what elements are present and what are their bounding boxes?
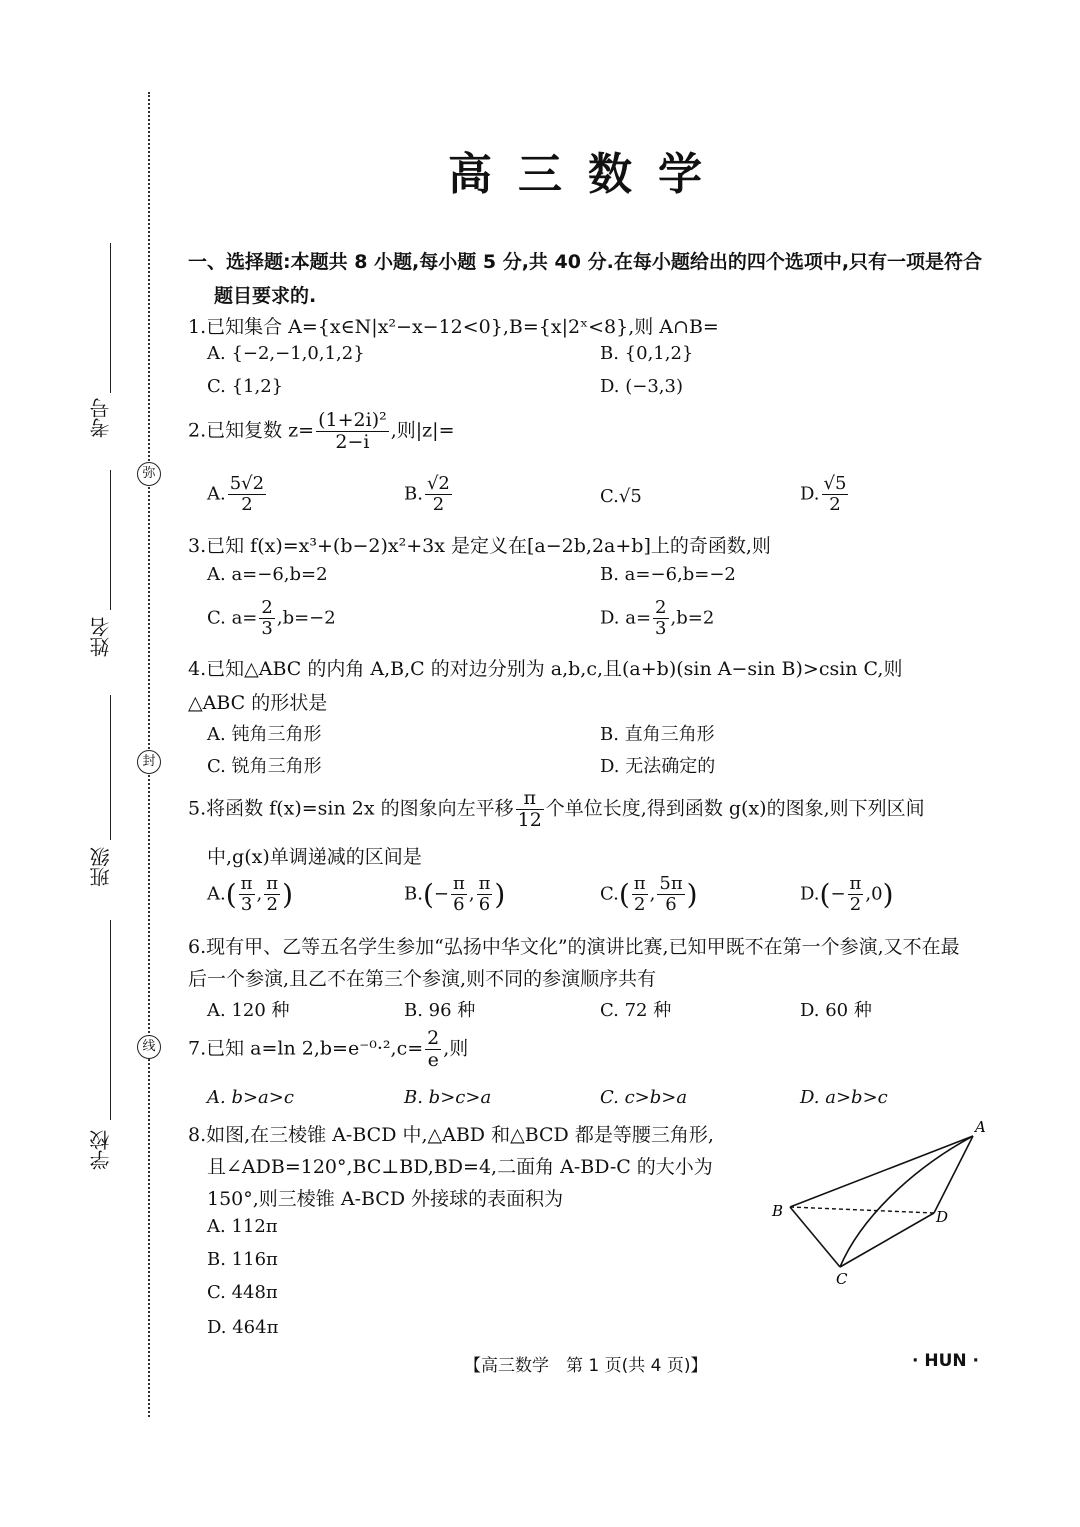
q8-option-c[interactable]: C. 448π xyxy=(207,1282,278,1303)
q3-c-post: ,b=−2 xyxy=(276,607,336,629)
q5-c-frac2 xyxy=(657,874,684,915)
q2-stem-post: ,则|z|= xyxy=(390,419,455,442)
q6-option-b[interactable]: B. 96 种 xyxy=(404,1000,476,1021)
exam-no-label: 考号 xyxy=(89,398,113,438)
q5-option-c[interactable]: C.( $\frac{\pi}{2}$ , $\frac{5\pi}{6}$ ) xyxy=(600,873,698,915)
q4-stem-line1: 4.已知△ABC 的内角 A,B,C 的对边分别为 a,b,c,且(a+b)(sin A−sin B)>csin C,则 xyxy=(188,658,903,680)
q5-c-frac2-den: 6 xyxy=(665,893,677,915)
q5-b-frac1-num: π xyxy=(452,873,465,894)
q3-d-frac xyxy=(653,598,668,639)
school-field[interactable] xyxy=(110,920,111,1120)
q5-a-frac1 xyxy=(239,874,255,915)
section-heading-line1: 一、选择题:本题共 8 小题,每小题 5 分,共 40 分.在每小题给出的四个选项中,只有一项是符合 xyxy=(188,251,983,273)
section-heading-line2: 题目要求的. xyxy=(214,285,317,307)
q3-option-c[interactable] xyxy=(207,598,336,639)
edge-ac xyxy=(840,1136,973,1267)
q5-c-frac1-num: π xyxy=(633,873,646,894)
q7-option-b[interactable]: B. b>c>a xyxy=(404,1087,492,1108)
q2-b-label: B. xyxy=(404,483,423,505)
q3-c-num: 2 xyxy=(261,597,273,618)
vertex-label-c: C xyxy=(836,1270,848,1288)
q7-stem xyxy=(188,1028,468,1071)
class-field[interactable] xyxy=(110,695,111,840)
q6-option-a[interactable]: A. 120 种 xyxy=(207,1000,290,1021)
q4-option-d[interactable]: D. 无法确定的 xyxy=(600,756,716,777)
q5-a-label: A. xyxy=(207,883,226,905)
q5-stem-line2: 中,g(x)单调递减的区间是 xyxy=(207,846,422,868)
q5-b-label: B. xyxy=(404,883,423,905)
q8-stem-line1: 8.如图,在三棱锥 A-BCD 中,△ABD 和△BCD 都是等腰三角形, xyxy=(188,1124,714,1146)
q7-stem-pre: 7.已知 a=ln 2,b=e⁻⁰·²,c= xyxy=(188,1037,424,1060)
name-label: 姓名 xyxy=(89,617,113,657)
q2-b-num: √2 xyxy=(426,473,450,494)
q3-d-post: ,b=2 xyxy=(670,607,715,629)
q8-stem-line2: 且∠ADB=120°,BC⊥BD,BD=4,二面角 A-BD-C 的大小为 xyxy=(207,1156,713,1178)
q2-a-den: 2 xyxy=(241,493,253,515)
exam-no-field[interactable] xyxy=(110,243,111,393)
footer-page-info: 【高三数学 第 1 页(共 4 页)】 xyxy=(464,1356,708,1376)
q8-option-a[interactable]: A. 112π xyxy=(207,1216,278,1237)
vertex-label-b: B xyxy=(772,1202,784,1220)
q3-option-a[interactable]: A. a=−6,b=2 xyxy=(207,564,328,585)
q8-option-d[interactable]: D. 464π xyxy=(207,1317,279,1338)
q5-d-label: D. xyxy=(800,883,820,905)
q5-frac xyxy=(516,788,544,831)
tetrahedron-figure xyxy=(760,1110,1000,1295)
footer-code: · HUN · xyxy=(912,1351,980,1371)
q5-option-b[interactable]: B.(− $\frac{\pi}{6}$ , $\frac{\pi}{6}$ ) xyxy=(404,873,506,915)
q3-option-b[interactable]: B. a=−6,b=−2 xyxy=(600,564,736,585)
q5-d-frac1-num: π xyxy=(849,873,862,894)
q2-stem xyxy=(188,410,455,453)
q3-c-pre: C. a= xyxy=(207,607,258,629)
q5-b-frac2-den: 6 xyxy=(478,893,491,915)
q2-a-label: A. xyxy=(207,483,226,505)
q4-option-a[interactable]: A. 钝角三角形 xyxy=(207,724,322,745)
q5-stem-post: 个单位长度,得到函数 g(x)的图象,则下列区间 xyxy=(545,797,925,820)
q5-option-d[interactable]: D.(− $\frac{\pi}{2}$ ,0) xyxy=(800,873,894,915)
q5-stem-pre: 5.将函数 f(x)=sin 2x 的图象向左平移 xyxy=(188,797,514,820)
q3-c-frac xyxy=(259,598,274,639)
q4-option-c[interactable]: C. 锐角三角形 xyxy=(207,756,322,777)
edge-ab xyxy=(790,1136,973,1207)
page-title: 高三数学 xyxy=(448,149,728,200)
q5-c-label: C. xyxy=(600,883,619,905)
q6-option-d[interactable]: D. 60 种 xyxy=(800,1000,872,1021)
q3-c-den: 3 xyxy=(261,617,273,639)
q2-frac-num: (1+2i)² xyxy=(318,409,387,431)
q2-d-num: √5 xyxy=(823,473,847,494)
q4-option-b[interactable]: B. 直角三角形 xyxy=(600,724,715,745)
q2-option-a[interactable] xyxy=(207,474,268,515)
q2-d-frac xyxy=(822,474,849,515)
q5-c-frac1-den: 2 xyxy=(633,893,646,915)
q3-d-num: 2 xyxy=(655,597,667,618)
edge-bc xyxy=(790,1207,840,1267)
q7-option-a[interactable]: A. b>a>c xyxy=(207,1087,294,1108)
q5-d-frac1 xyxy=(848,874,864,915)
q7-stem-post: ,则 xyxy=(443,1037,469,1060)
q5-d-tail: ,0 xyxy=(865,883,883,905)
q2-d-den: 2 xyxy=(829,493,841,515)
q1-option-b[interactable]: B. {0,1,2} xyxy=(600,343,694,364)
q5-b-frac1-den: 6 xyxy=(453,893,465,915)
q5-b-frac1 xyxy=(451,874,467,915)
q6-option-c[interactable]: C. 72 种 xyxy=(600,1000,672,1021)
q2-frac-den: 2−i xyxy=(335,430,370,453)
q7-frac xyxy=(425,1028,441,1071)
vertex-label-d: D xyxy=(936,1208,949,1226)
q5-c-frac2-num: 5π xyxy=(659,873,683,894)
q5-a-frac1-den: 3 xyxy=(240,893,253,915)
q5-a-frac2-num: π xyxy=(266,873,279,894)
q5-a-frac2 xyxy=(264,874,280,915)
seal-char-feng: 封 xyxy=(137,750,161,774)
q5-stem-line1 xyxy=(188,788,925,831)
q2-fraction xyxy=(316,410,389,453)
q1-stem: 1.已知集合 A={x∈N|x²−x−12<0},B={x|2ˣ<8},则 A∩B= xyxy=(188,316,719,338)
q3-option-d[interactable] xyxy=(600,598,714,639)
q5-a-frac1-num: π xyxy=(240,873,253,894)
q1-option-d[interactable]: D. (−3,3) xyxy=(600,376,683,397)
q6-stem-line1: 6.现有甲、乙等五名学生参加“弘扬中华文化”的演讲比赛,已知甲既不在第一个参演,又不在最 xyxy=(188,936,960,958)
q7-frac-num: 2 xyxy=(427,1027,440,1049)
name-field[interactable] xyxy=(110,470,111,610)
class-label: 班级 xyxy=(89,847,113,887)
q1-option-a[interactable]: A. {−2,−1,0,1,2} xyxy=(207,343,365,364)
school-label: 学校 xyxy=(89,1130,113,1170)
q2-d-label: D. xyxy=(800,483,820,505)
q6-stem-line2: 后一个参演,且乙不在第三个参演,则不同的参演顺序共有 xyxy=(188,968,657,990)
q2-option-c[interactable]: C.√5 xyxy=(600,486,642,507)
q1-option-c[interactable]: C. {1,2} xyxy=(207,376,284,397)
q7-option-d[interactable]: D. a>b>c xyxy=(800,1087,888,1108)
q3-stem: 3.已知 f(x)=x³+(b−2)x²+3x 是定义在[a−2b,2a+b]上的奇函数,则 xyxy=(188,535,771,557)
q8-stem-line3: 150°,则三棱锥 A-BCD 外接球的表面积为 xyxy=(207,1188,564,1210)
q2-a-frac xyxy=(228,474,266,515)
seal-char-mi: 弥 xyxy=(137,462,161,486)
q7-option-c[interactable]: C. c>b>a xyxy=(600,1087,688,1108)
q7-frac-den: e xyxy=(427,1048,439,1071)
q3-d-den: 3 xyxy=(655,617,667,639)
q2-b-den: 2 xyxy=(432,493,445,515)
q2-option-b[interactable] xyxy=(404,474,454,515)
seal-char-xian: 线 xyxy=(137,1035,161,1059)
q5-d-frac1-den: 2 xyxy=(849,893,862,915)
q2-option-d[interactable] xyxy=(800,474,850,515)
q2-b-frac xyxy=(425,474,452,515)
q5-frac-den: 12 xyxy=(517,808,542,831)
q5-frac-num: π xyxy=(516,788,544,810)
q3-d-pre: D. a= xyxy=(600,607,652,629)
vertex-label-a: A xyxy=(975,1118,986,1136)
q5-b-frac2 xyxy=(477,874,493,915)
q2-a-num: 5√2 xyxy=(229,473,265,494)
q5-c-frac1 xyxy=(632,874,648,915)
q4-stem-line2: △ABC 的形状是 xyxy=(188,692,328,714)
q8-option-b[interactable]: B. 116π xyxy=(207,1249,278,1270)
q2-stem-pre: 2.已知复数 z= xyxy=(188,419,315,442)
q5-a-frac2-den: 2 xyxy=(266,893,278,915)
edge-bd-hidden xyxy=(790,1207,934,1213)
q5-option-a[interactable]: A.( $\frac{\pi}{3}$ , $\frac{\pi}{2}$ ) xyxy=(207,873,294,915)
q5-b-frac2-num: π xyxy=(478,873,491,894)
